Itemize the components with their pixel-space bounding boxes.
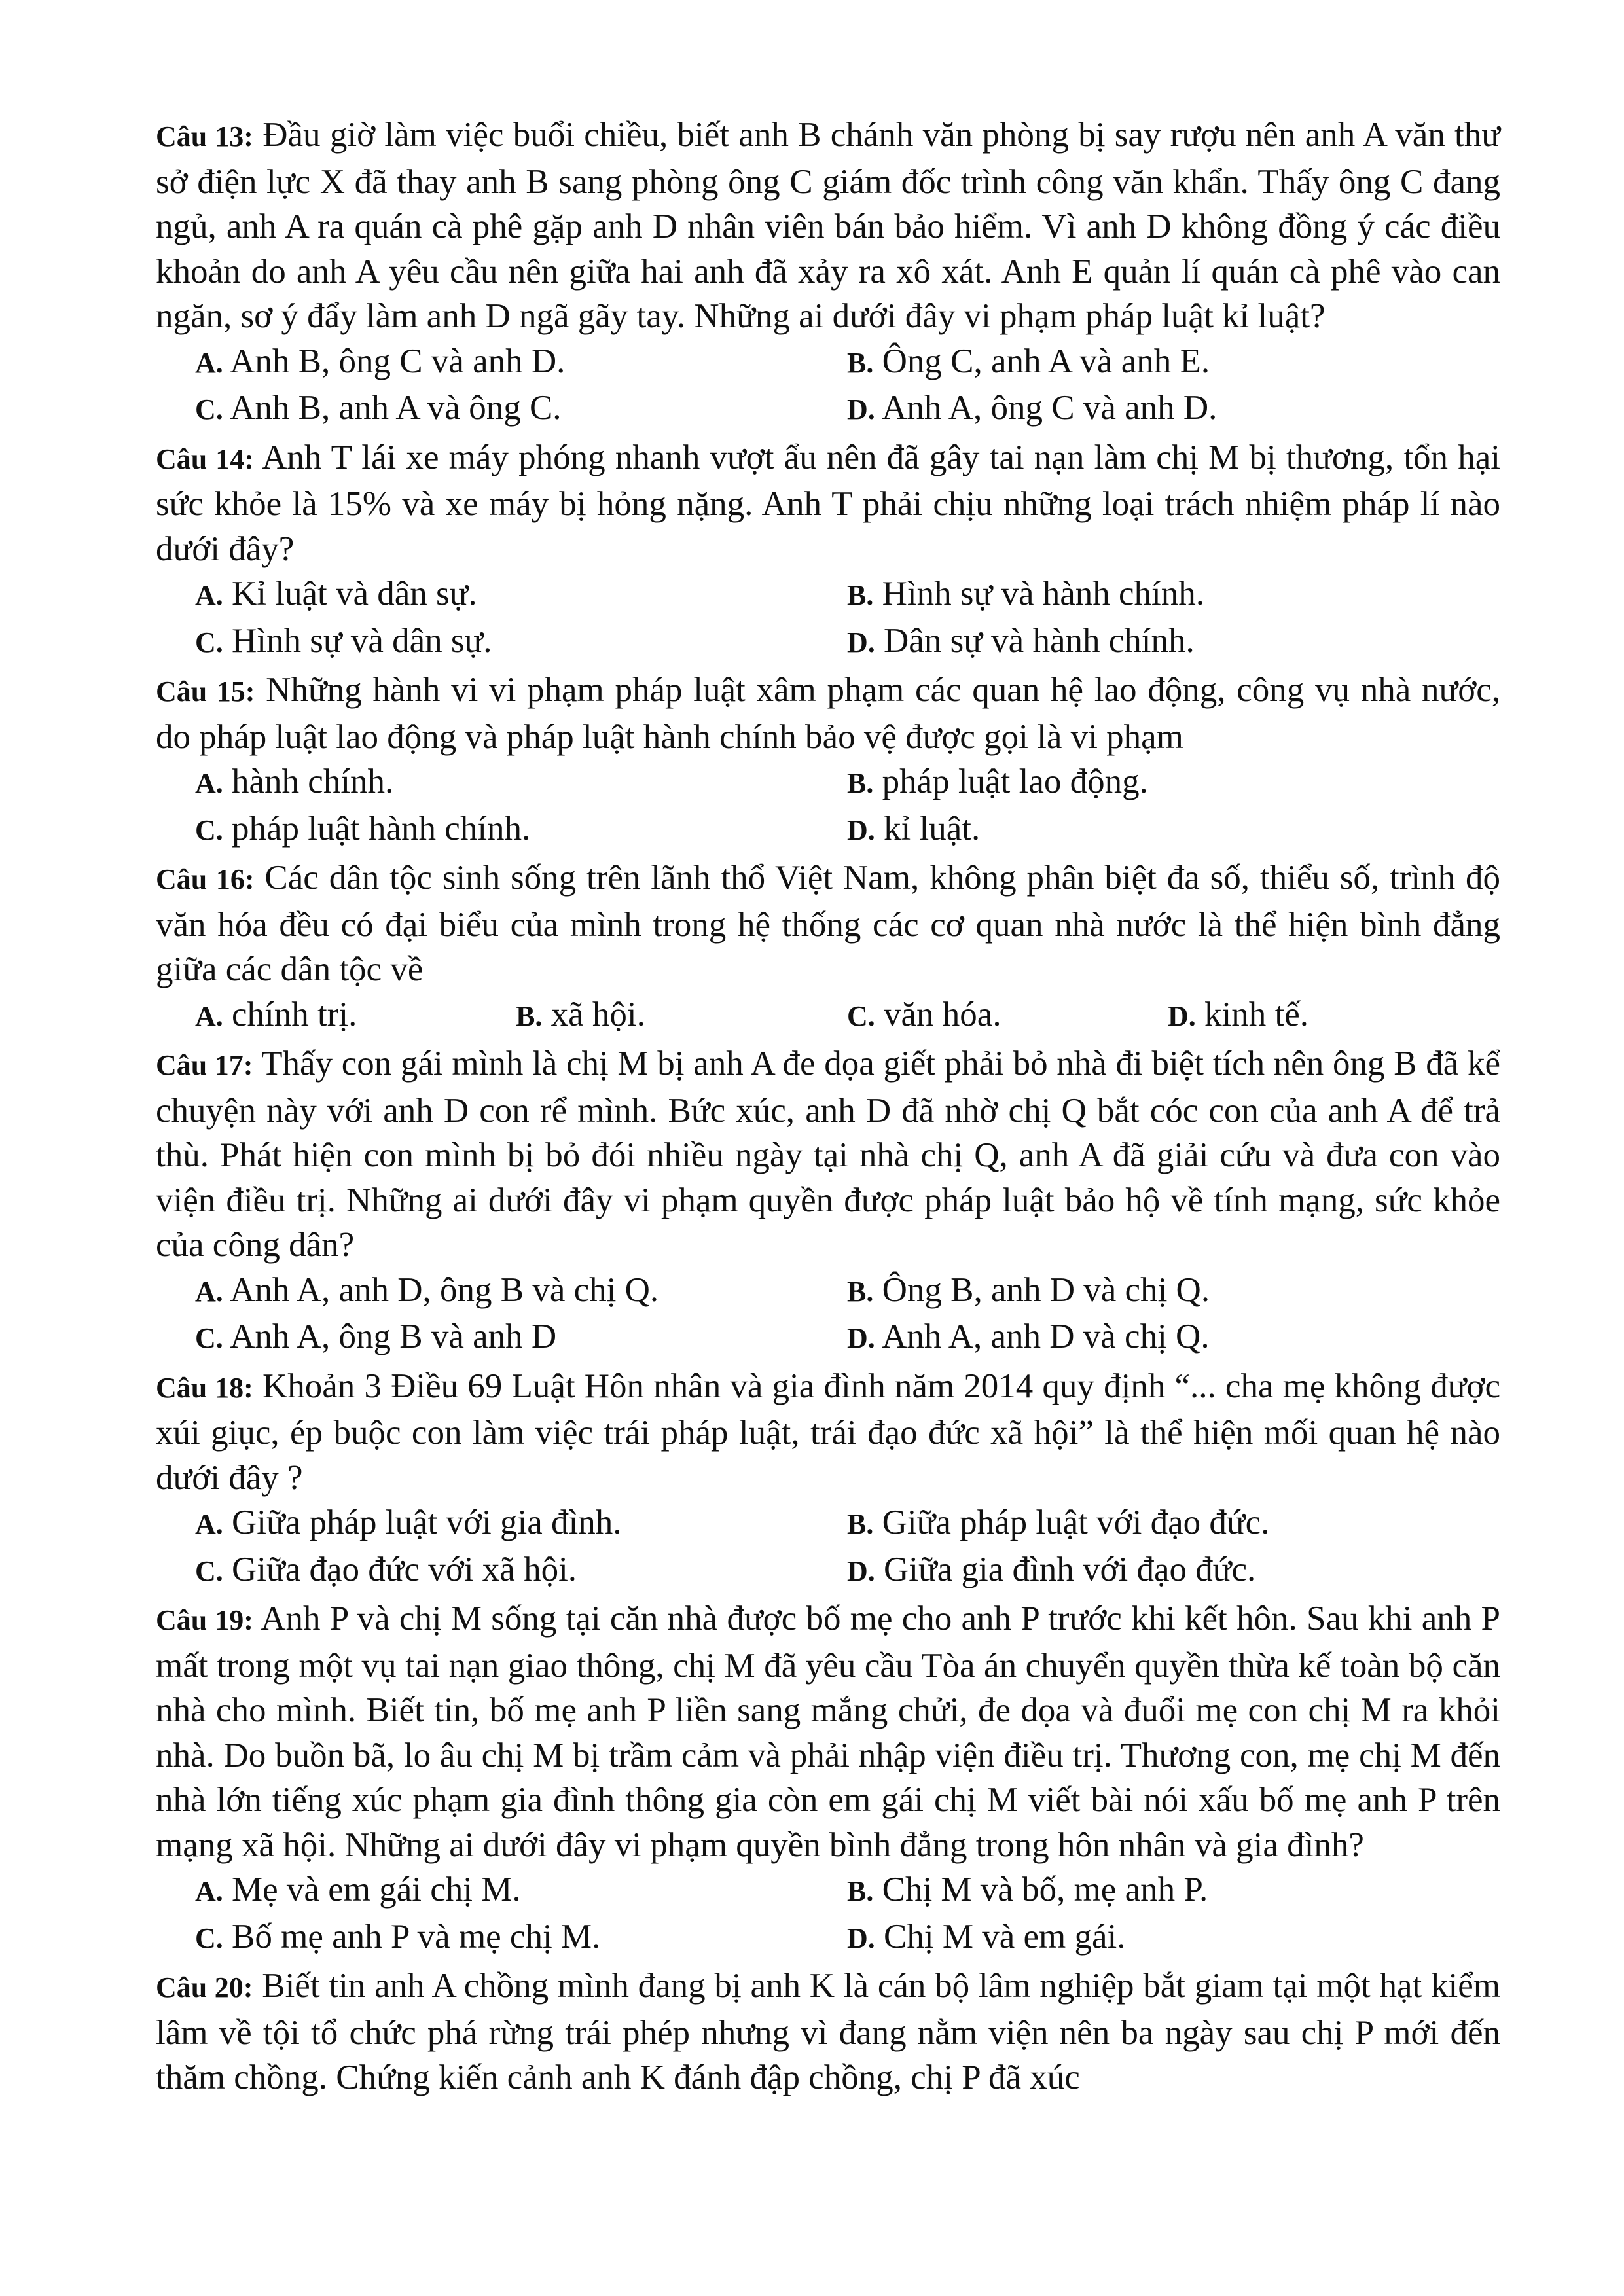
option-c: C. pháp luật hành chính.	[195, 809, 531, 848]
question-label: Câu 16:	[156, 863, 255, 895]
question-label: Câu 19:	[156, 1604, 253, 1636]
question-15	[156, 668, 1500, 853]
option-a: A. Mẹ và em gái chị M.	[195, 1871, 521, 1909]
option-c: C. Bố mẹ anh P và mẹ chị M.	[195, 1917, 601, 1956]
question-text: Đầu giờ làm việc buổi chiều, biết anh B chánh văn phòng bị say rượu nên anh A văn thư sở điện lực X đã thay anh B sang phòng ông C giám đốc trình công văn khẩn. Thấy ông C đang ngủ, anh A ra quán cà phê gặp anh D nhân viên bán bảo hiểm. Vì anh D không đồng ý các điều khoản do anh A yêu cầu nên giữa hai anh đã xảy ra xô xát. Anh E quản lí quán cà phê vào can ngăn, sơ ý đẩy làm anh D ngã gãy tay. Những ai dưới đây vi phạm pháp luật kỉ luật?	[156, 116, 1500, 335]
question-label: Câu 20:	[156, 1971, 253, 2003]
option-c: C. Anh B, anh A và ông C.	[195, 389, 562, 427]
option-b: B. Ông C, anh A và anh E.	[847, 342, 1210, 380]
option-d: D. kinh tế.	[1168, 995, 1309, 1033]
option-b: B. Chị M và bố, mẹ anh P.	[847, 1871, 1208, 1909]
question-19	[156, 1596, 1500, 1961]
option-c: C. Hình sự và dân sự.	[195, 621, 492, 660]
answer-options	[156, 1268, 1500, 1361]
question-label: Câu 17:	[156, 1049, 253, 1081]
question-text: Thấy con gái mình là chị M bị anh A đe dọa giết phải bỏ nhà đi biệt tích nên ông B đã kể chuyện này với anh D con rể mình. Bức xúc, anh D đã nhờ chị Q bắt cóc con của anh A để trả thù. Phát hiện con mình bị bỏ đói nhiều ngày tại nhà chị Q, anh A đã giải cứu và đưa con vào viện điều trị. Những ai dưới đây vi phạm quyền được pháp luật bảo hộ về tính mạng, sức khỏe của công dân?	[156, 1045, 1501, 1264]
option-c: C. Giữa đạo đức với xã hội.	[195, 1550, 577, 1588]
exam-page	[156, 113, 1500, 2100]
option-d: D. kỉ luật.	[847, 809, 981, 848]
question-13	[156, 113, 1500, 433]
answer-options	[156, 571, 1500, 665]
option-a: A. Giữa pháp luật với gia đình.	[195, 1503, 622, 1541]
option-c: C. văn hóa.	[847, 995, 1001, 1033]
answer-options	[156, 759, 1500, 853]
question-18	[156, 1364, 1500, 1594]
question-text: Những hành vi vi phạm pháp luật xâm phạm các quan hệ lao động, công vụ nhà nước, do pháp luật lao động và pháp luật hành chính bảo vệ được gọi là vi phạm	[156, 671, 1500, 756]
option-d: D. Dân sự và hành chính.	[847, 621, 1195, 660]
answer-options	[156, 339, 1500, 433]
question-text: Anh P và chị M sống tại căn nhà được bố mẹ cho anh P trước khi kết hôn. Sau khi anh P mất trong một vụ tai nạn giao thông, chị M đã yêu cầu Tòa án chuyển quyền thừa kế toàn bộ căn nhà cho mình. Biết tin, bố mẹ anh P liền sang mắng chửi, đe dọa và đuổi mẹ con chị M ra khỏi nhà. Do buồn bã, lo âu chị M bị trầm cảm và phải nhập viện điều trị. Thương con, mẹ chị M đến nhà lớn tiếng xúc phạm gia đình thông gia còn em gái chị M viết bài nói xấu bố mẹ anh P trên mạng xã hội. Những ai dưới đây vi phạm quyền bình đẳng trong hôn nhân và gia đình?	[156, 1600, 1501, 1864]
question-label: Câu 15:	[156, 675, 255, 708]
option-b: B. Hình sự và hành chính.	[847, 575, 1205, 613]
option-d: D. Chị M và em gái.	[847, 1917, 1126, 1956]
option-b: B. Giữa pháp luật với đạo đức.	[847, 1503, 1270, 1541]
option-d: D. Anh A, anh D và chị Q.	[847, 1318, 1210, 1355]
option-a: A. Anh B, ông C và anh D.	[195, 342, 566, 380]
option-a: A. chính trị.	[195, 995, 357, 1033]
option-b: B. xã hội.	[516, 995, 645, 1033]
question-text: Anh T lái xe máy phóng nhanh vượt ẩu nên đã gây tai nạn làm chị M bị thương, tổn hại sức khỏe là 15% và xe máy bị hỏng nặng. Anh T phải chịu những loại trách nhiệm pháp lí nào dưới đây?	[156, 438, 1500, 568]
option-a: A. hành chính.	[195, 762, 394, 800]
question-14	[156, 435, 1500, 666]
question-20	[156, 1964, 1500, 2100]
option-a: A. Anh A, anh D, ông B và chị Q.	[195, 1270, 659, 1309]
answer-options	[156, 1867, 1500, 1961]
question-16	[156, 855, 1500, 1039]
option-d: D. Giữa gia đình với đạo đức.	[847, 1550, 1256, 1588]
question-17	[156, 1041, 1500, 1361]
answer-options	[156, 1500, 1500, 1594]
option-c: C. Anh A, ông B và anh D	[195, 1318, 557, 1355]
question-text: Các dân tộc sinh sống trên lãnh thổ Việt Nam, không phân biệt đa số, thiểu số, trình độ văn hóa đều có đại biểu của mình trong hệ thống các cơ quan nhà nước là thể hiện bình đẳng giữa các dân tộc về	[156, 859, 1501, 988]
question-label: Câu 13:	[156, 120, 253, 152]
question-text: Khoản 3 Điều 69 Luật Hôn nhân và gia đình năm 2014 quy định “... cha mẹ không được xúi giục, ép buộc con làm việc trái pháp luật, trái đạo đức xã hội” là thể hiện mối quan hệ nào dưới đây ?	[156, 1367, 1500, 1497]
question-label: Câu 14:	[156, 442, 254, 475]
option-b: B. pháp luật lao động.	[847, 762, 1148, 800]
question-label: Câu 18:	[156, 1371, 253, 1404]
option-b: B. Ông B, anh D và chị Q.	[847, 1270, 1210, 1309]
answer-options	[156, 992, 1500, 1039]
option-a: A. Kỉ luật và dân sự.	[195, 575, 477, 613]
question-text: Biết tin anh A chồng mình đang bị anh K là cán bộ lâm nghiệp bắt giam tại một hạt kiểm lâm về tội tổ chức phá rừng trái phép nhưng vì đang nằm viện nên ba ngày sau chị P mới đến thăm chồng. Chứng kiến cảnh anh K đánh đập chồng, chị P đã xúc	[156, 1967, 1501, 2096]
option-d: D. Anh A, ông C và anh D.	[847, 389, 1218, 427]
